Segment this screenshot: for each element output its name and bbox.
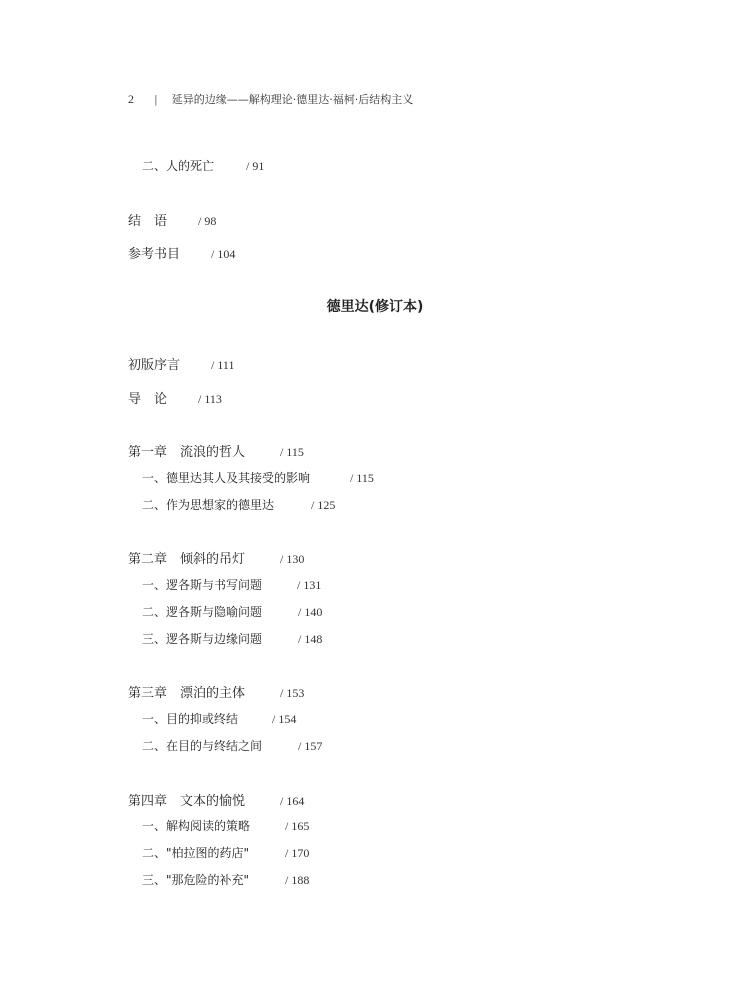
- toc-entry-page: / 125: [311, 498, 336, 512]
- toc-entry-label: 二、在目的与终结之间: [142, 739, 263, 753]
- toc-entry-page: / 130: [280, 552, 305, 566]
- toc-entry-label: 二、"柏拉图的药店": [142, 846, 250, 860]
- toc-entry: [142, 817, 309, 834]
- toc-entry-label: 第一章 流浪的哲人: [128, 445, 246, 460]
- toc-entry-label: 导 论: [128, 392, 168, 407]
- toc-entry: [128, 354, 234, 373]
- toc-entry-label: 三、"那危险的补充": [142, 873, 250, 887]
- toc-entry: [142, 469, 374, 486]
- toc-entry: [142, 496, 335, 513]
- toc-entry-page: / 164: [280, 794, 305, 808]
- toc-entry-page: / 113: [198, 392, 222, 406]
- toc-entry-page: / 165: [285, 819, 310, 833]
- toc-entry: [142, 576, 321, 593]
- toc-entry-page: / 154: [272, 712, 297, 726]
- toc-entry: [128, 388, 222, 407]
- toc-entry-label: 二、作为思想家的德里达: [142, 498, 275, 512]
- toc-chapter: [128, 441, 304, 460]
- toc-entry-page: / 111: [211, 358, 235, 372]
- toc-entry: [128, 210, 216, 229]
- toc-entry-page: / 115: [280, 445, 304, 459]
- toc-entry: [142, 603, 322, 620]
- toc-entry-page: / 148: [298, 632, 323, 646]
- toc-entry-label: 二、逻各斯与隐喻问题: [142, 605, 263, 619]
- toc-entry-label: 第二章 倾斜的吊灯: [128, 552, 246, 567]
- toc-entry-page: / 104: [211, 247, 236, 261]
- toc-entry-page: / 170: [285, 846, 310, 860]
- toc-entry-page: / 188: [285, 873, 310, 887]
- toc-entry: [142, 737, 322, 754]
- toc-entry-label: 初版序言: [128, 358, 181, 373]
- toc-chapter: [128, 682, 304, 701]
- toc-entry-page: / 115: [350, 471, 374, 485]
- toc-entry: [142, 710, 296, 727]
- toc-entry: [142, 844, 309, 861]
- toc-entry-label: 二、人的死亡: [142, 159, 215, 173]
- toc-entry-label: 结 语: [128, 214, 168, 229]
- toc-entry: [128, 243, 235, 262]
- page-number: 2: [128, 91, 134, 106]
- toc-entry: [142, 157, 264, 174]
- running-title: 延异的边缘——解构理论·德里达·福柯·后结构主义: [171, 93, 414, 106]
- toc-entry-label: 一、逻各斯与书写问题: [142, 578, 263, 592]
- toc-entry-label: 第三章 漂泊的主体: [128, 686, 246, 701]
- toc-entry-page: / 91: [246, 159, 265, 173]
- toc-entry-page: / 140: [298, 605, 323, 619]
- toc-chapter: [128, 548, 304, 567]
- toc-entry-page: / 153: [280, 686, 305, 700]
- toc-entry-label: 一、目的抑或终结: [142, 712, 239, 726]
- toc-entry-page: / 131: [297, 578, 322, 592]
- toc-entry: [142, 630, 322, 647]
- toc-entry: [142, 871, 309, 888]
- toc-entry-label: 三、逻各斯与边缘问题: [142, 632, 263, 646]
- toc-entry-label: 一、解构阅读的策略: [142, 819, 251, 833]
- header-separator: |: [154, 92, 158, 106]
- toc-entry-label: 第四章 文本的愉悦: [128, 794, 246, 809]
- toc-chapter: [128, 790, 304, 809]
- part-title: 德里达(修订本): [326, 299, 424, 315]
- toc-entry-page: / 157: [298, 739, 323, 753]
- toc-entry-label: 一、德里达其人及其接受的影响: [142, 471, 311, 485]
- toc-entry-page: / 98: [198, 214, 217, 228]
- running-header: [128, 91, 413, 107]
- toc-entry-label: 参考书目: [128, 247, 181, 262]
